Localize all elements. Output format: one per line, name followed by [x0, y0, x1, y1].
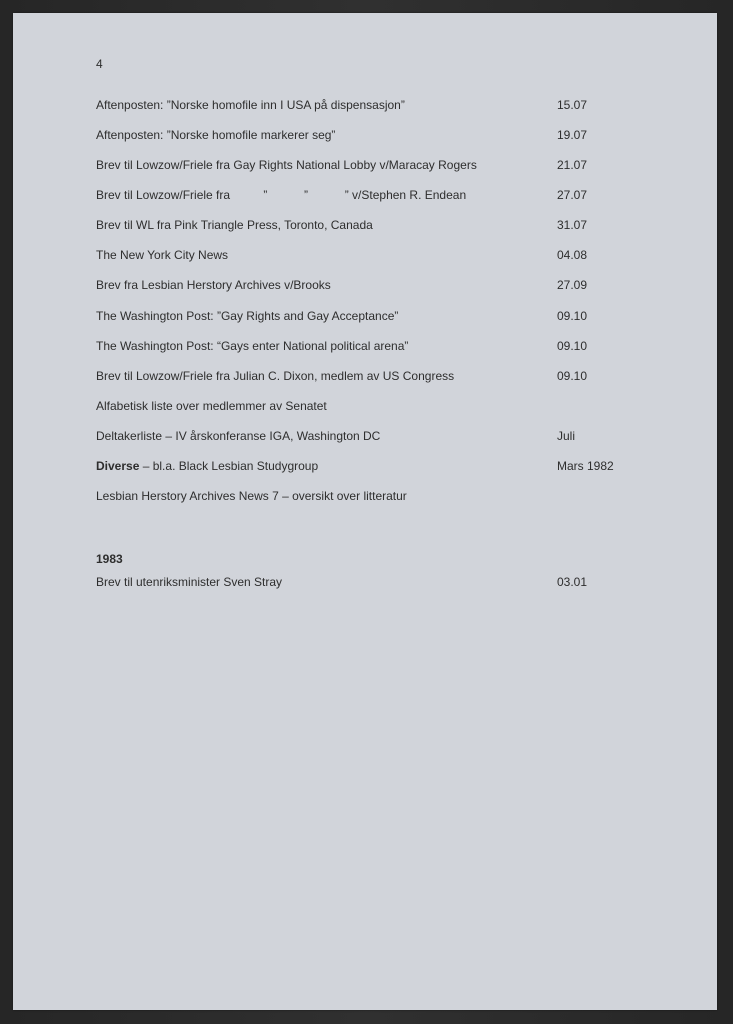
entry-title: Lesbian Herstory Archives News 7 – oversikt over litteratur — [96, 489, 407, 503]
list-item — [96, 218, 656, 236]
entry-title: The New York City News — [96, 248, 229, 262]
list-item — [96, 459, 656, 477]
list-item — [96, 248, 656, 266]
list-item — [96, 429, 656, 447]
entry-title: Deltakerliste – IV årskonferanse IGA, Washington DC — [96, 429, 381, 443]
entry-title: Brev til WL fra Pink Triangle Press, Toronto, Canada — [96, 218, 373, 232]
entry-date: 15.07 — [557, 98, 588, 112]
list-item — [96, 128, 656, 146]
entry-date: 27.07 — [557, 188, 588, 202]
list-item — [96, 188, 656, 206]
entry-title: Alfabetisk liste over medlemmer av Senatet — [96, 399, 327, 413]
entry-date: Mars 1982 — [557, 459, 614, 473]
entry-title: Brev fra Lesbian Herstory Archives v/Brooks — [96, 278, 331, 292]
entry-title: Aftenposten: ”Norske homofile markerer seg” — [96, 128, 336, 142]
entry-date: 03.01 — [557, 575, 588, 589]
entry-date: 09.10 — [557, 339, 588, 353]
page-number: 4 — [96, 57, 103, 71]
entry-title: Brev til Lowzow/Friele fra ” ” ” v/Stephen R. Endean — [96, 188, 467, 202]
entry-date: 31.07 — [557, 218, 588, 232]
list-item — [96, 158, 656, 176]
entry-date: 04.08 — [557, 248, 588, 262]
entry-title: Aftenposten: ”Norske homofile inn I USA på dispensasjon” — [96, 98, 405, 112]
entry-title-rest: – bl.a. Black Lesbian Studygroup — [139, 459, 319, 473]
section-heading-1983: 1983 — [96, 552, 123, 566]
entry-date: 09.10 — [557, 369, 588, 383]
list-item — [96, 489, 656, 507]
list-item — [96, 98, 656, 116]
entry-date: 21.07 — [557, 158, 588, 172]
entry-title: Brev til Lowzow/Friele fra Julian C. Dixon, medlem av US Congress — [96, 369, 455, 383]
entry-date: Juli — [557, 429, 576, 443]
entry-date: 27.09 — [557, 278, 588, 292]
entry-title: The Washington Post: ”Gay Rights and Gay Acceptance” — [96, 309, 399, 323]
list-item — [96, 369, 656, 387]
list-item — [96, 309, 656, 327]
list-item — [96, 575, 656, 593]
entry-title: Brev til Lowzow/Friele fra Gay Rights National Lobby v/Maracay Rogers — [96, 158, 477, 172]
list-item — [96, 399, 656, 417]
list-item — [96, 339, 656, 357]
entry-title-bold: Diverse — [96, 459, 140, 473]
entry-title: The Washington Post: “Gays enter National political arena” — [96, 339, 409, 353]
list-item — [96, 278, 656, 296]
entry-title — [96, 459, 318, 473]
entry-title: Brev til utenriksminister Sven Stray — [96, 575, 283, 589]
entry-date: 09.10 — [557, 309, 588, 323]
entry-date: 19.07 — [557, 128, 588, 142]
